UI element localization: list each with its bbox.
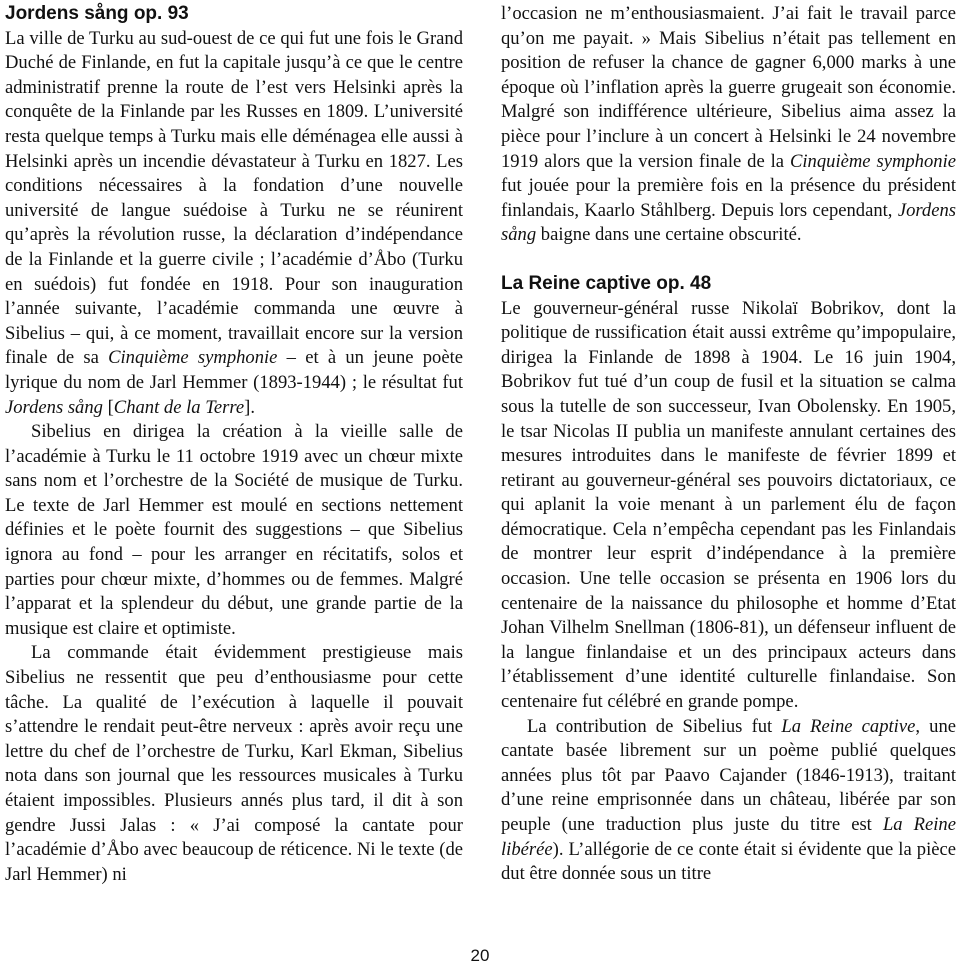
section-spacer (501, 248, 956, 272)
paragraph: Le gouverneur-général russe Nikolaï Bobrikov, dont la politique de russification était aussi extrême qu’impopulaire, dirigea la Finlande de 1898 à 1904. Le 16 juin 1904, Bobrikov fut tué d’un coup de fusil et la situation se calma sous la tutelle de son successeur, Ivan Obolensky. En 1905, le tsar Nicolas II publia un manifeste annulant certaines des mesures introduites dans le manifeste de février 1899 et retirant au gouverneur-général ses pouvoirs dictatoriaux, ce qui aplanit la voie menant à un parlement élu de façon démocratique. Cela n’empêcha cependant pas les Finlandais de montrer leur esprit d’indépendance à la première occasion. Une telle occasion se présenta en 1906 lors du centenaire de la naissance du philosophe et homme d’Etat Johan Vilhelm Snellman (1806-81), un défenseur influent de la langue finlandaise et un des principaux acteurs dans l’établissement d’une identité culturelle finlandaise. Son centenaire fut célébré en grande pompe. (501, 297, 956, 713)
section-title-jordens-sang: Jordens sång op. 93 (5, 3, 189, 24)
italic-title: Cinquième symphonie (789, 150, 956, 172)
italic-title: Cinquième symphonie (108, 347, 278, 369)
italic-title: Jordens sång (501, 199, 956, 246)
paragraph: Sibelius en dirigea la création à la vieille salle de l’académie à Turku le 11 octobre 1919 avec un chœur mixte sans nom et l’orchestre de la Société de musique de Turku. Le texte de Jarl Hemmer est moulé en sections nettement définies et le poète fournit des suggestions – que Sibelius ignora au fond – pour les arranger en récitatifs, solos et parties pour chœur mixte, d’hommes ou de femmes. Malgré l’apparat et la splendeur du début, une grande partie de la musique est claire et optimiste. (5, 421, 463, 639)
paragraph: l’occasion ne m’enthousiasmaient. J’ai fait le travail parce qu’on me payait. » Mais Sibelius n’était pas tellement en position de refuser la chance de gagner 6,000 marks à une époque où l’inflation après la guerre grugeait son économie. Malgré son indifférence ultérieure, Sibelius aima assez la pièce pour l’inclure à un concert à Helsinki le 24 novembre 1919 alors que la version finale de la Cinquième symphonie fut jouée pour la première fois en la présence du président finlandais, Kaarlo Ståhlberg. Depuis lors cependant, Jordens sång baigne dans une certaine obscurité. (501, 3, 956, 246)
section-title-la-reine-captive: La Reine captive op. 48 (501, 272, 712, 294)
paragraph: La contribution de Sibelius fut La Reine captive, une cantate basée librement sur un poème publié quelques années plus tôt par Paavo Cajander (1846-1913), traitant d’une reine emprisonnée dans un château, libérée par son peuple (une traduction plus juste du titre est La Reine libérée). L’allégorie de ce conte était si évidente que la pièce dut être donnée sous un titre (501, 715, 956, 885)
italic-title: La Reine libérée (501, 814, 956, 860)
page-number: 20 (470, 946, 490, 965)
left-column (5, 2, 463, 887)
italic-title: Chant de la Terre (113, 396, 245, 418)
right-column (501, 2, 956, 887)
paragraph: La ville de Turku au sud-ouest de ce qui fut une fois le Grand Duché de Finlande, en fut la capitale jusqu’à ce que le centre administratif prenne la route de l’est vers Helsinki après la conquête de la Finlande par les Russes en 1809. L’université resta quelque temps à Turku mais elle déménagea elle aussi à Helsinki après un incendie dévastateur à Turku en 1827. Les conditions nécessaires à la fondation d’une nouvelle université de langue suédoise à Turku ne se réunirent qu’après la révolution russe, la déclaration d’indépendance de la Finlande et la guerre civile ; l’académie d’Åbo (Turku en suédois) fut fondée en 1918. Pour son inauguration l’année suivante, l’académie commanda une œuvre à Sibelius – qui, à ce moment, travaillait encore sur la version finale de sa Cinquième symphonie – et à un jeune poète lyrique du nom de Jarl Hemmer (1893-1944) ; le résultat fut Jordens sång [Chant de la Terre]. (5, 27, 464, 418)
paragraph: La commande était évidemment prestigieuse mais Sibelius ne ressentit que peu d’enthousiasme pour cette tâche. La qualité de l’exécution à laquelle il pouvait s’attendre le rendait peut-être nerveux : après avoir reçu une lettre du chef de l’orchestre de Turku, Karl Ekman, Sibelius nota dans son journal que les ressources musicales à Turku étaient impossibles. Plusieurs annés plus tard, il dit à son gendre Jussi Jalas : « J’ai composé la cantate pour l’académie d’Åbo avec beaucoup de réticence. Ni le texte (de Jarl Hemmer) ni (5, 642, 463, 885)
italic-title: Jordens sång (5, 396, 103, 418)
italic-title: La Reine captive (781, 715, 916, 737)
